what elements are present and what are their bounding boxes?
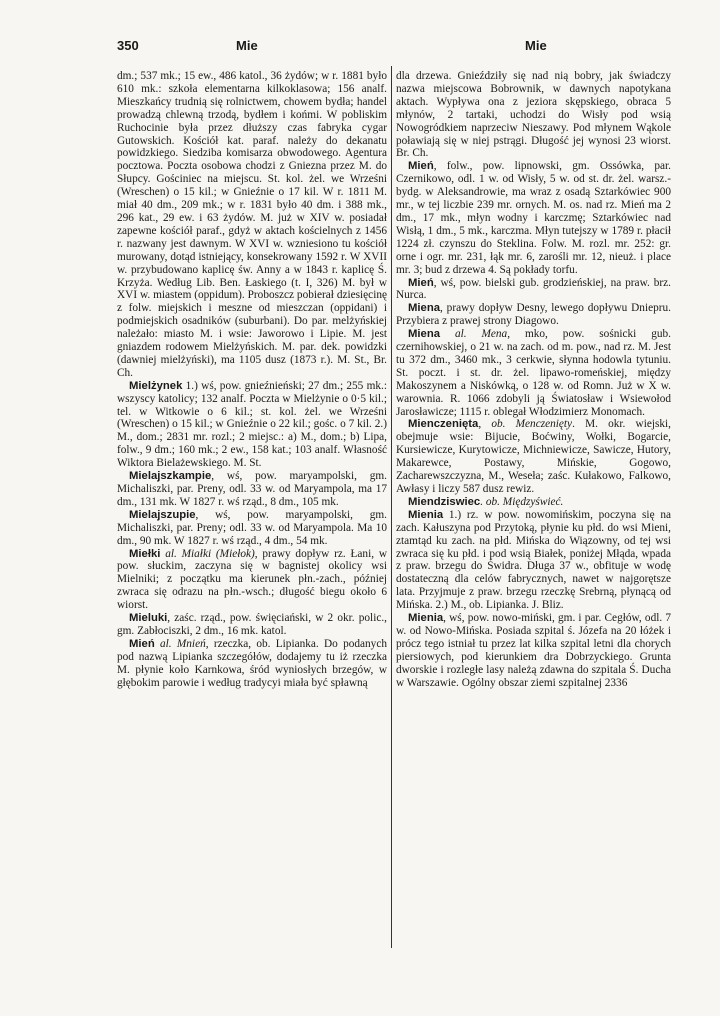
entry-text: . M. okr. wiejski, obejmuje wsie: Bijucie, Boćwiny, Wołki, Bogarcie, Kursiewicze, Kurytowicze, Michniewicze, Sawicze, Hutory, Makarewce, Postawy, Mińskie, Gogowo, Zacharewszczyzna, M., Weseła; zaśc. Kułakowo, Falkowo, Awłasy i liczy 587 dusz rewiz.: [396, 418, 671, 495]
dictionary-entry: [396, 418, 671, 495]
right-column: [396, 70, 671, 940]
entry-headword: Mielajszkampie: [129, 470, 212, 483]
entry-headword: Mielżynek: [129, 379, 183, 392]
entry-headword: Miełki: [129, 547, 161, 560]
entry-text: , mko, pow. sośnicki gub. czernihowskiej, o 21 w. na zach. od m. pow., nad rz. M. Jest tu 372 dm., 3460 mk., 3 cerkwie, słynna hodowla tytuniu. St. poczt. i st. dr. żel. lipawo-romeńskiej, między Makoszynem a Niskówką, o 128 w. od Romn. Już w X w. warownia. R. 1066 zdobyli ją Światosław i Wsiewołod Jarosławicze; 1115 r. oblegał Włodzimierz Monomach.: [396, 328, 671, 418]
entry-text: dm.; 537 mk.; 15 ew., 486 katol., 36 żydów; w r. 1881 było 610 mk.: szkoła elementarna kilkoklasowa; 156 analf. Mieszkańcy trudnią się rolnictwem, chowem bydła; handel prowadzą chlewną trzodą, bydłem i końmi. W pobliskim Ruchocinie była przez dłuższy czas fabryka cygar Gutowskich. Kościół kat. paraf. należy do dekanatu powidzkiego. Siedziba komisarza obwodowego. Agentura pocztowa. Poczta osobowa chodzi z Gniezna przez M. do Słupcy. Gościniec na miejscu. St. kol. żel. we Wrześni (Wreschen) o 15 kil.; w Gnieźnie o 17 kil. W r. 1811 M. miał 40 dm., 209 mk.; w r. 1831 było 40 dm. i 388 mk., 296 kat., 29 ew. i 63 żydów. M. już w XIV w. posiadał zapewne kościół paraf., gdyż w aktach kościelnych z 1456 r. nazwany jest dawnym. W XVI w. wzniesiono tu kościół murowany, dotąd istniejący, konsekrowany 1592 r. W XVII w. przybudowano kaplicę św. Anny a w 1843 r. kaplicę Ś. Krzyża. Według Lib. Ben. Łaskiego (t. I, 326) M. był w XVI w. miastem (oppidum). Proboszcz pobierał dziesięcinę z folw. miejskich i meszne od mieszczan (oppidani) i podmiejskich osadników (suburbani). Do par. melżyńskiej należało: miasto M. i wsie: Jaworowo i Lipie. M. jest gniazdem rodowem Mielżyńskich. M. par. dek. powidzki (dawniej mielżyński), ma 1105 dusz (1873 r.). M. St., Br. Ch.: [117, 70, 387, 379]
entry-text: , wś, pow. nowo-miński, gm. i par. Cegłów, odl. 7 w. od Nowo-Mińska. Posiada szpital ś. Józefa na 20 łóżek i prócz tego istniał tu przez lat kilka szpital letni dla chorych piersiowych, pod kierunkiem dra Dobrzyckiego. Grunta dworskie i rozległe lasy należą zdawna do szpitala Ś. Ducha w Warszawie. Ogólny obszar ziemi szpitalnej 2336: [396, 612, 671, 689]
entry-headword: Mienia: [408, 508, 444, 521]
dictionary-entry: [117, 612, 387, 638]
entry-headword: Miena: [408, 302, 441, 315]
dictionary-entry: [117, 70, 387, 380]
running-head-left: Mie: [236, 38, 258, 53]
dictionary-entry: [396, 328, 671, 418]
entry-text: dla drzewa. Gnieździły się nad nią bobry, jak świadczy nazwa miejscowa Bobrownik, w dawnych napotykana aktach. Wypływa ona z jeziora skępskiego, obraca 5 młynów, 2 tartaki, uchodzi do Wisły pod wsią Nowogródkiem naprzeciw Nieszawy. Pod młynem Wąkole poławiają się w niej pstrągi. Długość jej wynosi 23 wiorst. Br. Ch.: [396, 70, 671, 160]
dictionary-entry: [117, 548, 387, 613]
column-divider: [391, 66, 392, 948]
entry-text: , wś, pow. maryampolski, gm. Michaliszki, par. Preny; odl. 33 w. od Maryampola. Ma 10 dm., 90 mk. W 1827 r. wś rząd., 4 dm., 54 mk.: [117, 508, 387, 547]
entry-headword: Mielajszupie: [129, 508, 196, 521]
entry-variant: . ob. Międzyświeć.: [480, 495, 564, 508]
dictionary-entry: [396, 160, 671, 276]
dictionary-entry: [117, 509, 387, 548]
entry-headword: Mienia: [408, 612, 444, 625]
dictionary-entry: [396, 277, 671, 303]
dictionary-entry: [117, 470, 387, 509]
entry-text: , prawy dopływ Desny, lewego dopływu Dniepru. Przybiera z prawej strony Diagowo.: [396, 302, 671, 328]
left-column: [117, 70, 387, 940]
entry-text: , zaśc. rząd., pow. święciański, w 2 okr. polic., gm. Zabłociszki, 2 dm., 16 mk. katol.: [117, 612, 387, 637]
entry-headword: Miendziswiec: [408, 495, 481, 508]
entry-headword: Mień: [129, 637, 155, 650]
dictionary-entry: [396, 509, 671, 612]
entry-variant: al. Miałki (Miełok): [160, 547, 255, 560]
entry-headword: Mień: [408, 160, 434, 173]
dictionary-entry: [396, 70, 671, 160]
entry-headword: Miena: [408, 328, 441, 341]
entry-text: 1.) rz. w pow. nowomińskim, poczyna się na zach. Kałuszyna pod Przytoką, płynie ku płd. do wsi Mieni, ztamtąd ku zach. na płd. Mińska do Wiązowny, od tej wsi zwraca się ku płd. i pod wsią Białek, poniżej Młąda, wpada z praw. brzegu do Świdra. Długa 37 w., obfituje w wodę dostateczną dla celów fabrycznych, nawet w najgorętsze lata. Przyjmuje z praw. brzegu rzeczkę Srebrną, płynącą od Mińska. 2.) M., ob. Lipianka. J. Bliz.: [396, 508, 671, 612]
entry-text: , wś, pow. maryampolski, gm. Michaliszki, par. Preny, odl. 33 w. od Maryampola, ma 17 dm., 131 mk. W 1827 r. wś rząd., 8 dm., 105 mk.: [117, 470, 387, 508]
entry-text: , folw., pow. lipnowski, gm. Ossówka, par. Czernikowo, odl. 1 w. od Wisły, 5 w. od st. dr. żel. warsz.-bydg. w Aleksandrowie, ma wraz z osadą Sztarkówiec 900 mr., w tej liczbie 239 mr. ornych. M. os. nad rz. Mień ma 2 dm., 17 mk., młyn wodny i karczmę; Sztarkówiec nad Wisłą, 1 dm., 5 mk., karczma. Młyn tutejszy w 1789 r. płacił 1224 zł. czynszu do Steklina. Folw. M. rozl. mr. 252: gr. orne i ogr. mr. 231, łąk mr. 6, zarośli mr. 12, nieuż. i place mr. 3; bud z drzewa 4. Są pokłady torfu.: [396, 160, 671, 276]
entry-text: , rzeczka, ob. Lipianka. Do podanych pod nazwą Lipianka szczegółów, dodajemy tu iż rzeczka M. płynie koło Karnkowa, śród wyniosłych brzegów, w głębokim parowie i według tradycyi miała być spławną: [117, 637, 387, 689]
entry-variant: al. Mnień: [154, 637, 206, 650]
entry-text: 1.) wś, pow. gnieźnieński; 27 dm.; 255 mk.: wszyscy katolicy; 132 analf. Poczta w Mielżynie o 0·5 kil.; tel. w Witkowie o 6 kil.; st. kol. żel. we Wrześni (Wreschen) o 15 kil.; w Gnieźnie o 22 kil.; gośc. o 7 kil. 2.) M., dom.; 2831 mr. rozl.; 2 miejsc.: a) M., dom.; b) Lipa, folw., 9 dm.; 160 mk.; 2 ew., 158 kat.; 103 analf. Własność Wiktora Bielażewskiego. M. St.: [117, 379, 387, 470]
dictionary-entry: [117, 638, 387, 690]
running-head-right: Mie: [525, 38, 547, 53]
entry-variant: al. Mena: [440, 328, 508, 341]
entry-text: , wś, pow. bielski gub. grodzieńskiej, na praw. brz. Nurca.: [396, 276, 671, 302]
entry-text: , prawy dopływ rz. Łani, w pow. słuckim, zaczyna się w bagnistej okolicy wsi Mielniki; z początku ma kierunek płn.-zach., później zwraca się odrazu na płn.-wsch.; długość biegu około 6 wiorst.: [117, 547, 387, 612]
entry-headword: Mieluki: [129, 612, 168, 625]
dictionary-entry: [396, 302, 671, 328]
dictionary-entry: [396, 612, 671, 689]
dictionary-entry: [117, 380, 387, 470]
page-number: 350: [117, 38, 139, 53]
entry-variant: , ob. Menczenięty: [478, 418, 573, 431]
dictionary-entry: [396, 496, 671, 509]
entry-headword: Mienczenięta: [408, 418, 479, 431]
entry-headword: Mień: [408, 276, 434, 289]
